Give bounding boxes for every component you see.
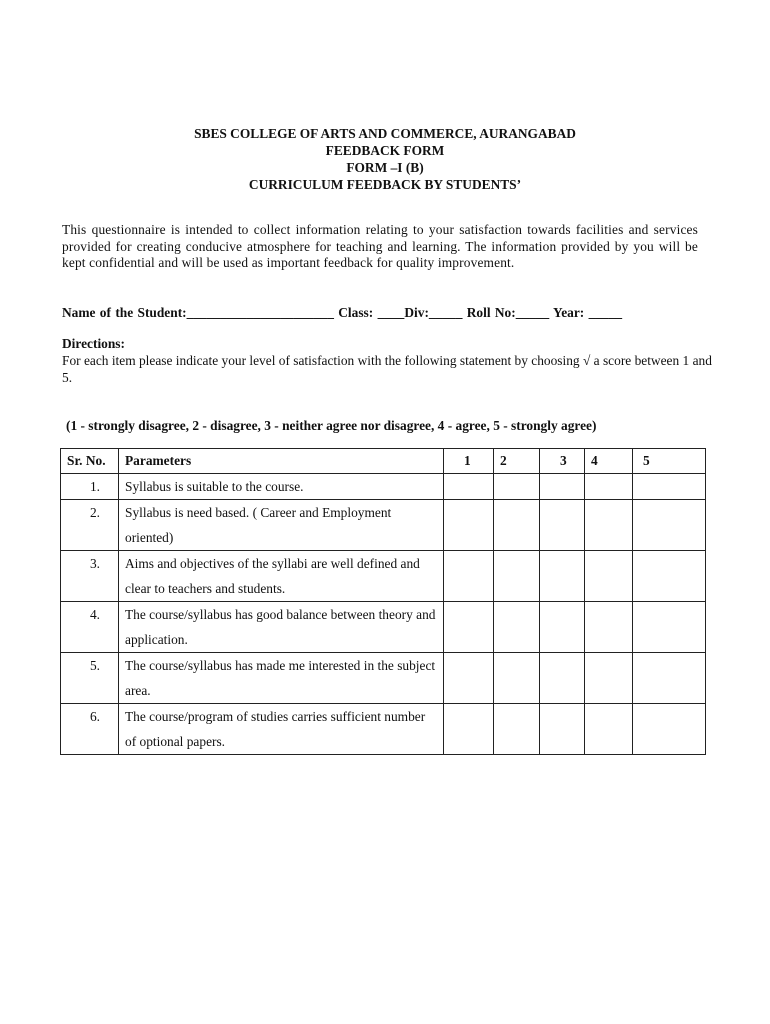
score-cell-4[interactable] xyxy=(585,704,633,755)
score-cell-2[interactable] xyxy=(494,551,540,602)
row-sr-no: 6. xyxy=(61,704,119,755)
score-cell-2[interactable] xyxy=(494,500,540,551)
table-row xyxy=(61,474,706,500)
row-sr-no: 4. xyxy=(61,602,119,653)
table-row xyxy=(61,704,706,755)
score-cell-3[interactable] xyxy=(540,653,585,704)
score-cell-3[interactable] xyxy=(540,474,585,500)
score-cell-5[interactable] xyxy=(633,500,706,551)
score-cell-5[interactable] xyxy=(633,602,706,653)
row-sr-no: 5. xyxy=(61,653,119,704)
table-row xyxy=(61,602,706,653)
table-row xyxy=(61,551,706,602)
score-cell-4[interactable] xyxy=(585,500,633,551)
header-sr-no: Sr. No. xyxy=(61,449,119,474)
score-cell-2[interactable] xyxy=(494,704,540,755)
score-cell-4[interactable] xyxy=(585,653,633,704)
college-name: SBES COLLEGE OF ARTS AND COMMERCE, AURANGABAD xyxy=(194,126,576,141)
row-parameter: The course/syllabus has made me interested in the subject area. xyxy=(119,653,444,704)
score-cell-2[interactable] xyxy=(494,474,540,500)
row-parameter: Aims and objectives of the syllabi are well defined and clear to teachers and students. xyxy=(119,551,444,602)
form-number: FORM –I (B) xyxy=(346,160,424,175)
row-sr-no: 2. xyxy=(61,500,119,551)
score-cell-4[interactable] xyxy=(585,474,633,500)
score-cell-3[interactable] xyxy=(540,602,585,653)
intro-paragraph xyxy=(62,222,698,272)
score-cell-5[interactable] xyxy=(633,474,706,500)
intro-text: This questionnaire is intended to collect information relating to your satisfaction towards facilities and services provided for creating conducive atmosphere for teaching and learning. The information provided by you will be kept confidential and will be used as important feedback for quality improvement. xyxy=(62,222,698,270)
score-cell-5[interactable] xyxy=(633,704,706,755)
header-score-5: 5 xyxy=(633,449,706,474)
score-cell-1[interactable] xyxy=(444,704,494,755)
score-cell-1[interactable] xyxy=(444,653,494,704)
score-cell-4[interactable] xyxy=(585,602,633,653)
header-score-4: 4 xyxy=(585,449,633,474)
row-parameter: Syllabus is need based. ( Career and Employment oriented) xyxy=(119,500,444,551)
row-parameter: The course/syllabus has good balance between theory and application. xyxy=(119,602,444,653)
directions-title: Directions: xyxy=(62,336,125,351)
score-cell-4[interactable] xyxy=(585,551,633,602)
table-row xyxy=(61,500,706,551)
header-score-3: 3 xyxy=(540,449,585,474)
directions-section xyxy=(62,335,712,386)
row-sr-no: 1. xyxy=(61,474,119,500)
score-cell-3[interactable] xyxy=(540,551,585,602)
scale-legend: (1 - strongly disagree, 2 - disagree, 3 - neither agree nor disagree, 4 - agree, 5 - strongly agree) xyxy=(66,418,597,433)
score-cell-1[interactable] xyxy=(444,474,494,500)
score-cell-2[interactable] xyxy=(494,602,540,653)
header-score-2: 2 xyxy=(494,449,540,474)
form-title: CURRICULUM FEEDBACK BY STUDENTS’ xyxy=(248,177,522,192)
score-cell-3[interactable] xyxy=(540,500,585,551)
score-cell-5[interactable] xyxy=(633,653,706,704)
header-parameters: Parameters xyxy=(119,449,444,474)
score-cell-2[interactable] xyxy=(494,653,540,704)
score-cell-1[interactable] xyxy=(444,602,494,653)
form-heading xyxy=(0,125,770,193)
row-parameter: The course/program of studies carries sufficient number of optional papers. xyxy=(119,704,444,755)
table-row xyxy=(61,653,706,704)
student-details-line: Name of the Student:______________________ Class: ____Div:_____ Roll No:_____ Year: _____ xyxy=(62,305,623,320)
feedback-table xyxy=(60,448,706,755)
header-score-1: 1 xyxy=(444,449,494,474)
score-cell-1[interactable] xyxy=(444,551,494,602)
table-header-row xyxy=(61,449,706,474)
score-cell-1[interactable] xyxy=(444,500,494,551)
row-parameter: Syllabus is suitable to the course. xyxy=(119,474,444,500)
directions-text: For each item please indicate your level of satisfaction with the following statement by choosing √ a score between 1 and 5. xyxy=(62,353,712,385)
form-type: FEEDBACK FORM xyxy=(325,143,445,158)
row-sr-no: 3. xyxy=(61,551,119,602)
score-cell-3[interactable] xyxy=(540,704,585,755)
score-cell-5[interactable] xyxy=(633,551,706,602)
